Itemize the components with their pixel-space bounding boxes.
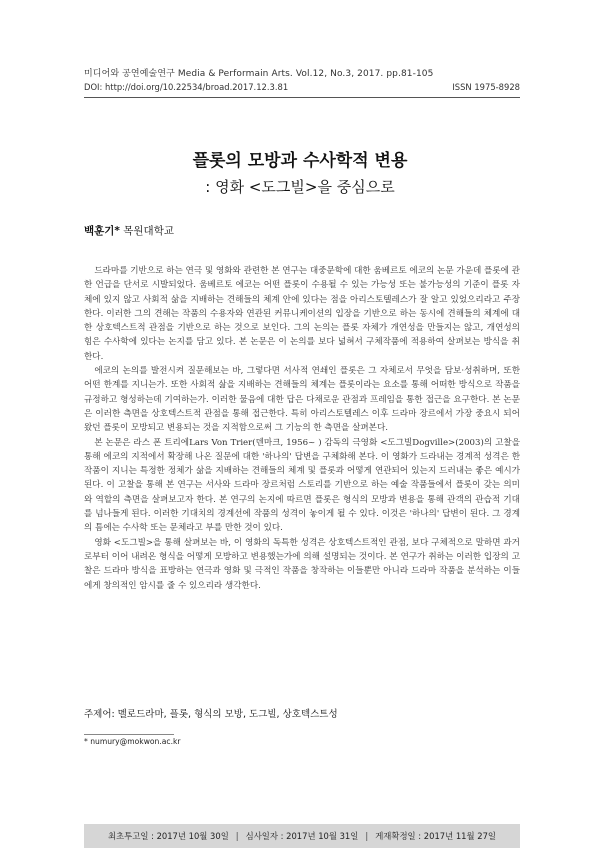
- date-separator: |: [235, 831, 239, 841]
- footnote-divider: [84, 734, 174, 735]
- journal-citation: 미디어와 공연예술연구 Media & Performain Arts. Vol.12, No.3, 2017. pp.81-105: [84, 69, 434, 79]
- abstract-paragraph: 에코의 논의를 발전시켜 질문해보는 바, 그렇다면 서사적 연쇄인 플롯은 그 자체로서 무엇을 담보·성취하며, 또한 어떤 한계를 지니는가. 또한 사회적 삶을 지배하는 견해들의 체계는 플롯이라는 요소를 통해 어떠한 방식으로 작품을 규정하고 형성하는데 기여하는가. 이러한 물음에 대한 답은 다채로운 관점과 프레임을 통한 접근을 요구한다. 본 논문은 이러한 측면을 상호텍스트적 관점을 통해 접근한다. 특히 아리스토텔레스 이후 드라마 장르에서 가장 중요시 되어왔던 플롯이 모방되고 변용되는 것을 지적함으로써 그 기능의 한 측면을 살펴본다.: [84, 366, 520, 434]
- author-email-footnote: * numury@mokwon.ac.kr: [84, 737, 181, 746]
- article-subtitle: : 영화 <도그빌>을 중심으로: [205, 178, 395, 196]
- author-line: [84, 223, 174, 238]
- abstract-paragraph: 영화 <도그빌>을 통해 살펴보는 바, 이 영화의 독특한 성격은 상호텍스트적인 관점, 보다 구체적으로 말하면 과거로부터 이어 내려온 형식을 어떻게 모방하고 변용했는가에 의해 설명되는 것이다. 본 연구가 취하는 이러한 입장의 고찰은 드라마 방식을 표방하는 연극과 영화 및 극적인 작품을 창작하는 이들뿐만 아니라 드라마 작품을 분석하는 이들에게 창의적인 암시를 줄 수 있으리라 생각한다.: [84, 537, 520, 591]
- header-divider: [84, 97, 520, 98]
- received-date: 최초투고일 : 2017년 10월 30일: [107, 831, 229, 841]
- submission-dates-bar: [84, 824, 520, 848]
- doi-row: [84, 82, 520, 92]
- author-name: 백훈기*: [84, 225, 120, 237]
- abstract-paragraph: 본 논문은 라스 폰 트리에Lars Von Trier(덴마크, 1956~ ) 감독의 극영화 <도그빌Dogville>(2003)의 고찰을 통해 에코의 지적에서 확장해 나온 질문에 대한 '하나의' 답변을 구체화해 본다. 이 영화가 드라내는 경계적 성격은 한 작품이 지니는 특정한 정체가 삶을 지배하는 견해들의 체계 및 플롯과 어떻게 연관되어 있는지 드러내는 좋은 예시가 된다. 이 고찰을 통해 본 연구는 서사와 드라마 장르처럼 스토리를 기반으로 하는 예술 작품들에서 플롯이 갖는 의미와 역할의 측면을 살펴보고자 한다. 본 연구의 논지에 따르면 플롯은 형식의 모방과 변용을 통해 관객의 관습적 기대를 넘나들게 된다. 이러한 기대치의 경계선에 작품의 성격이 놓이게 될 수 있다. 이것은 '하나의' 답변이 된다. 그 경계의 틈에는 수사학 또는 문체라고 부를 만한 것이 있다.: [84, 437, 520, 534]
- date-separator: |: [365, 831, 369, 841]
- review-date: 심사일자 : 2017년 10월 31일: [245, 831, 359, 841]
- article-title: 플롯의 모방과 수사학적 변용: [192, 151, 408, 171]
- abstract: [84, 264, 520, 593]
- accepted-date: 게재확정일 : 2017년 11월 27일: [375, 831, 497, 841]
- doi-link[interactable]: DOI: http://doi.org/10.22534/broad.2017.12.3.81: [84, 82, 289, 92]
- author-affiliation: 목원대학교: [123, 225, 174, 237]
- abstract-paragraph: 드라마를 기반으로 하는 연극 및 영화와 관련한 본 연구는 대중문학에 대한 움베르토 에코의 논문 가운데 플롯에 관한 언급을 단서로 시발되었다. 움베르토 에코는 어떤 플롯이 수용될 수 있는 가능성 또는 불가능성의 기준이 플롯 자체에 있지 않고 사회적 삶을 지배하는 견해들의 체계 안에 있다는 점을 아리스토텔레스가 잘 알고 있었으리라고 주장한다. 이러한 그의 견해는 작품의 수용자와 연관된 커뮤니케이션의 입장을 기반으로 하는 동시에 견해들의 체계에 대한 상호텍스트적 관점을 기반으로 하는 것으로 보인다. 그의 논의는 플롯 자체가 개연성을 만들지는 않고, 개연성의 힘은 수사학에 있다는 논지를 담고 있다. 본 논문은 이 논의를 보다 넓혀서 구체작품에 적용하여 살펴보는 방식을 취한다.: [84, 266, 520, 362]
- issn: ISSN 1975-8928: [452, 82, 520, 92]
- keywords: 주제어: 멜로드라마, 플롯, 형식의 모방, 도그빌, 상호텍스트성: [84, 709, 338, 720]
